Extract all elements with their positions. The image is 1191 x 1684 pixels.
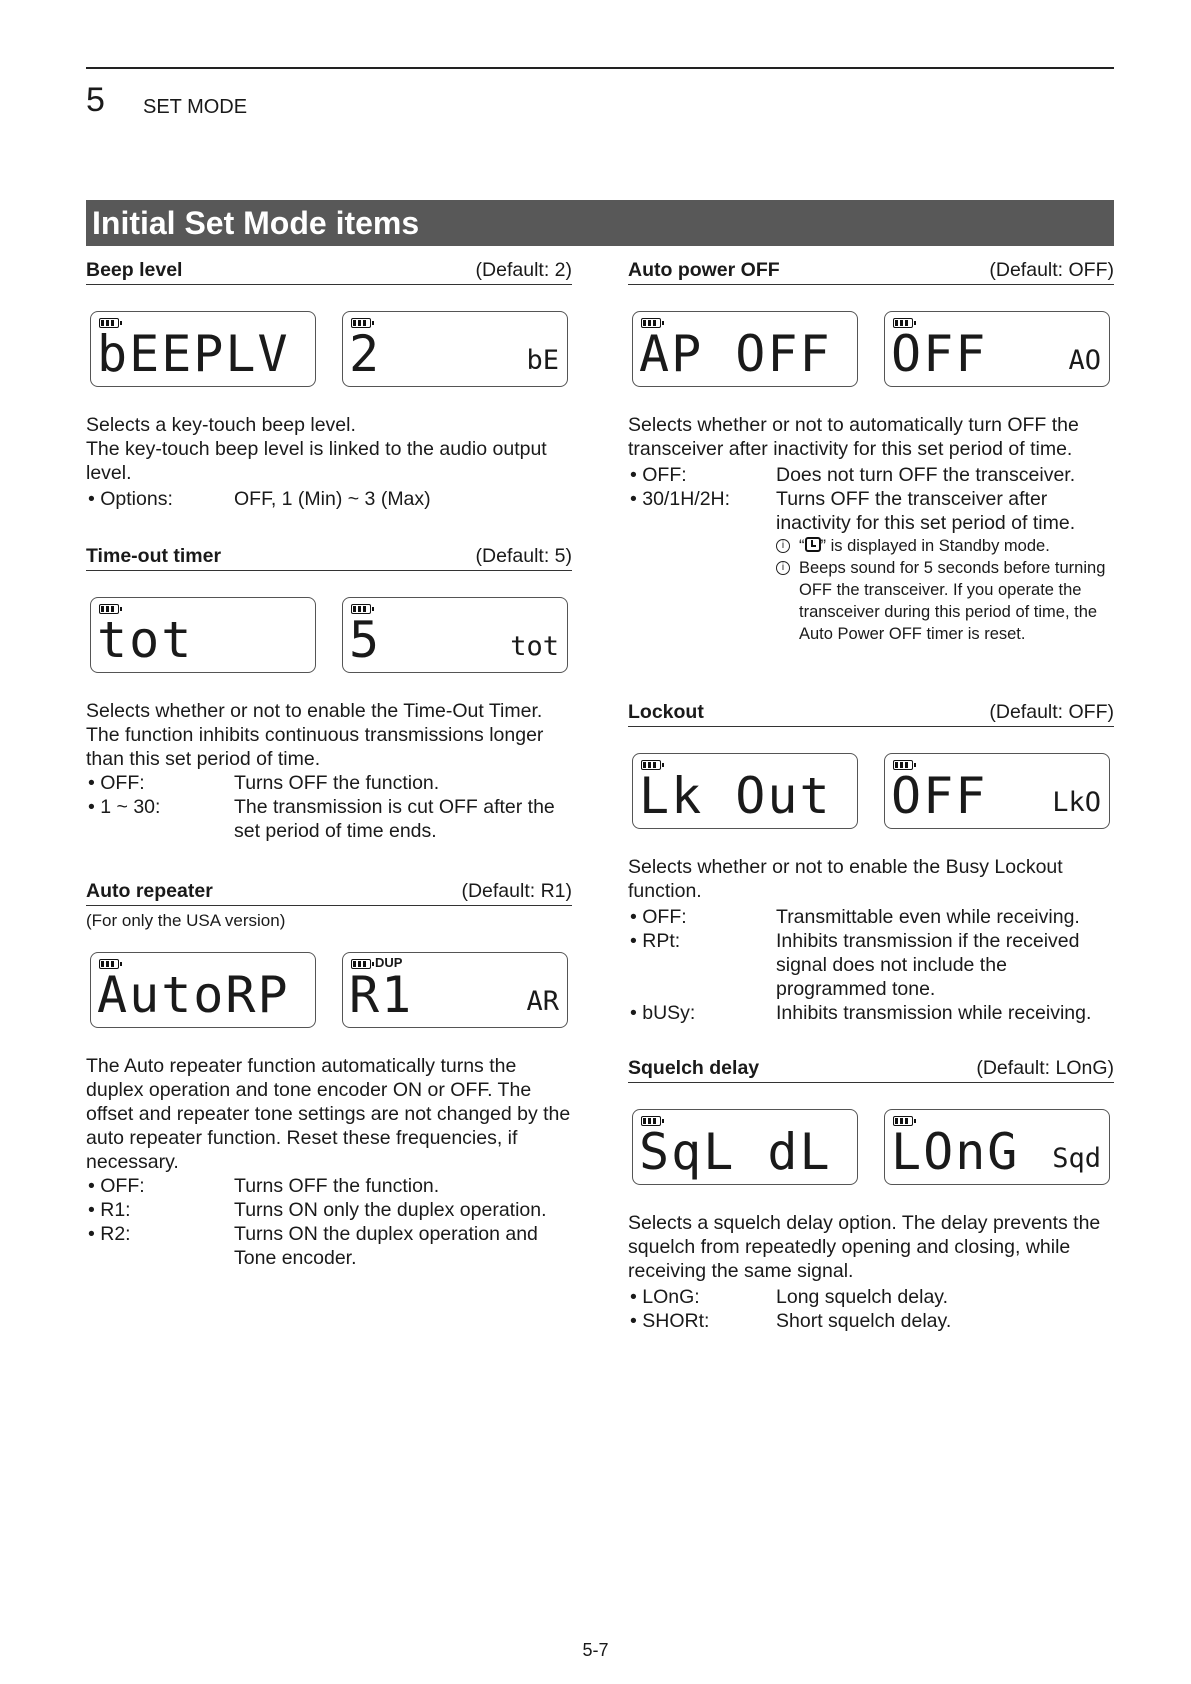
option-row — [86, 795, 572, 843]
lcd-main-text: bEEPLV — [97, 325, 290, 383]
lcd-display — [90, 597, 316, 673]
option-row — [628, 463, 1114, 487]
lcd-pair — [86, 597, 572, 675]
lcd-sub-text: AO — [1068, 345, 1101, 376]
time-out-timer-section — [86, 544, 572, 843]
lcd-sub-text: LkO — [1052, 787, 1101, 818]
option-key: • OFF: — [630, 464, 687, 486]
section-title: Time-out timer — [86, 545, 222, 567]
section-body — [86, 699, 572, 843]
section-default: (Default: R1) — [461, 880, 572, 902]
option-text: Turns ON the duplex operation and Tone encoder. — [234, 1223, 538, 1269]
lcd-pair — [628, 311, 1114, 389]
info-note: i “ ” is displayed in Standby mode. — [628, 535, 1114, 557]
chapter-number: 5 — [86, 81, 105, 119]
option-row — [628, 1285, 1114, 1309]
lcd-display — [342, 597, 568, 673]
section-title: Auto power OFF — [628, 259, 780, 281]
lcd-display — [342, 952, 568, 1028]
lcd-main-text: 2 — [349, 325, 382, 383]
option-row — [86, 1198, 572, 1222]
option-key: • LOnG: — [630, 1286, 700, 1308]
lcd-display — [632, 753, 858, 829]
section-header — [628, 258, 1114, 285]
lcd-sub-text: Sqd — [1052, 1143, 1101, 1174]
option-key: • Options: — [88, 488, 173, 510]
section-default: (Default: OFF) — [989, 259, 1114, 281]
lcd-main-text: AP OFF — [639, 325, 832, 383]
option-key: • RPt: — [630, 930, 681, 952]
squelch-delay-section — [628, 1056, 1114, 1333]
option-row — [86, 1222, 572, 1270]
lcd-display — [90, 952, 316, 1028]
option-text: Turns OFF the function. — [234, 1175, 440, 1197]
header-rule — [86, 67, 1114, 69]
section-default: (Default: 2) — [475, 259, 572, 281]
lcd-display — [884, 311, 1110, 387]
lcd-sub-text: AR — [526, 986, 559, 1017]
lcd-pair — [86, 311, 572, 389]
option-text: Long squelch delay. — [776, 1286, 949, 1308]
auto-repeater-section — [86, 879, 572, 1270]
option-row — [628, 1001, 1114, 1025]
version-note: (For only the USA version) — [86, 911, 286, 930]
option-row — [86, 771, 572, 795]
lcd-main-text: LOnG — [891, 1123, 1020, 1181]
section-body — [628, 413, 1114, 645]
info-note: i Beeps sound for 5 seconds before turning OFF the transceiver. If you operate the transceiver during this period of time, the Auto Power OFF timer is reset. — [628, 557, 1114, 645]
duplex-indicator: DUP — [375, 955, 403, 970]
option-key: • bUSy: — [630, 1002, 696, 1024]
auto-power-off-clock-icon — [805, 537, 821, 552]
section-header — [86, 258, 572, 285]
section-body — [86, 413, 572, 511]
lcd-pair — [628, 1109, 1114, 1187]
option-key: • OFF: — [630, 906, 687, 928]
option-key: • R1: — [88, 1199, 131, 1221]
lcd-pair — [86, 952, 572, 1030]
info-icon: i — [776, 561, 790, 575]
page-number: 5-7 — [582, 1640, 609, 1660]
section-header — [628, 700, 1114, 727]
option-key: • OFF: — [88, 772, 145, 794]
option-row — [628, 929, 1114, 1001]
section-title: Auto repeater — [86, 880, 213, 902]
lcd-display — [632, 311, 858, 387]
lcd-main-text: 5 — [349, 611, 382, 669]
lcd-main-text: AutoRP — [97, 966, 290, 1024]
lcd-sub-text: tot — [510, 631, 559, 662]
section-title: Lockout — [628, 701, 704, 723]
lcd-display — [632, 1109, 858, 1185]
lcd-main-text: Lk Out — [639, 767, 832, 825]
option-text: Transmittable even while receiving. — [776, 906, 1080, 928]
body-line: Selects whether or not to enable the Busy Lockout function. — [628, 856, 1063, 902]
option-text: Turns OFF the transceiver after inactivity for this set period of time. — [776, 488, 1076, 534]
option-text: The transmission is cut OFF after the set period of time ends. — [234, 796, 555, 842]
option-key: • R2: — [88, 1223, 131, 1245]
section-header — [86, 544, 572, 571]
section-title: Beep level — [86, 259, 183, 281]
option-key: • 30/1H/2H: — [630, 488, 731, 510]
lcd-main-text: SqL dL — [639, 1123, 832, 1181]
option-key: • SHORt: — [630, 1310, 710, 1332]
section-banner: Initial Set Mode items — [86, 200, 1114, 246]
option-row — [628, 487, 1114, 535]
section-header — [86, 879, 572, 906]
option-row — [628, 905, 1114, 929]
option-text: Inhibits transmission while receiving. — [776, 1002, 1092, 1024]
section-body — [86, 1054, 572, 1270]
section-body — [628, 1211, 1114, 1333]
info-icon: i — [776, 539, 790, 553]
section-title: Squelch delay — [628, 1057, 760, 1079]
body-line: Selects a key-touch beep level. — [86, 414, 356, 436]
option-key: • 1 ~ 30: — [88, 796, 161, 818]
section-default: (Default: OFF) — [989, 701, 1114, 723]
section-default: (Default: 5) — [475, 545, 572, 567]
chapter-title: SET MODE — [143, 96, 248, 118]
option-text: Does not turn OFF the transceiver. — [776, 464, 1076, 486]
section-default: (Default: LOnG) — [976, 1057, 1114, 1079]
lcd-main-text: tot — [97, 611, 194, 669]
lcd-sub-text: bE — [526, 345, 559, 376]
lcd-main-text: OFF — [891, 325, 988, 383]
option-text: Short squelch delay. — [776, 1310, 952, 1332]
option-text: Turns OFF the function. — [234, 772, 440, 794]
option-row — [86, 1174, 572, 1198]
section-body — [628, 855, 1114, 1025]
lcd-display — [90, 311, 316, 387]
section-header — [628, 1056, 1114, 1083]
body-line: Selects a squelch delay option. The delay prevents the squelch from repeatedly opening and closing, while receiving the same signal. — [628, 1212, 1101, 1282]
auto-power-off-section — [628, 258, 1114, 645]
option-text: Turns ON only the duplex operation. — [234, 1199, 547, 1221]
body-line: The key-touch beep level is linked to the audio output level. — [86, 438, 547, 484]
body-line: Selects whether or not to enable the Time-Out Timer. The function inhibits continuous transmissions longer than this set period of time. — [86, 700, 544, 770]
option-key: • OFF: — [88, 1175, 145, 1197]
lcd-main-text: R1 — [349, 966, 414, 1024]
beep-level-section — [86, 258, 572, 511]
option-text: OFF, 1 (Min) ~ 3 (Max) — [234, 488, 431, 510]
body-line: The Auto repeater function automatically turns the duplex operation and tone encoder ON or OFF. The offset and repeater tone settings are not changed by the auto repeater function. Reset these frequencies, if necessary. — [86, 1055, 571, 1173]
lcd-main-text: OFF — [891, 767, 988, 825]
option-row — [86, 487, 572, 511]
lcd-pair — [628, 753, 1114, 831]
lcd-display — [884, 753, 1110, 829]
body-line: Selects whether or not to automatically turn OFF the transceiver after inactivity for this set period of time. — [628, 414, 1079, 460]
option-text: Inhibits transmission if the received signal does not include the programmed tone. — [776, 930, 1080, 1000]
lcd-display — [884, 1109, 1110, 1185]
lcd-display — [342, 311, 568, 387]
lockout-section — [628, 700, 1114, 1025]
option-row — [628, 1309, 1114, 1333]
